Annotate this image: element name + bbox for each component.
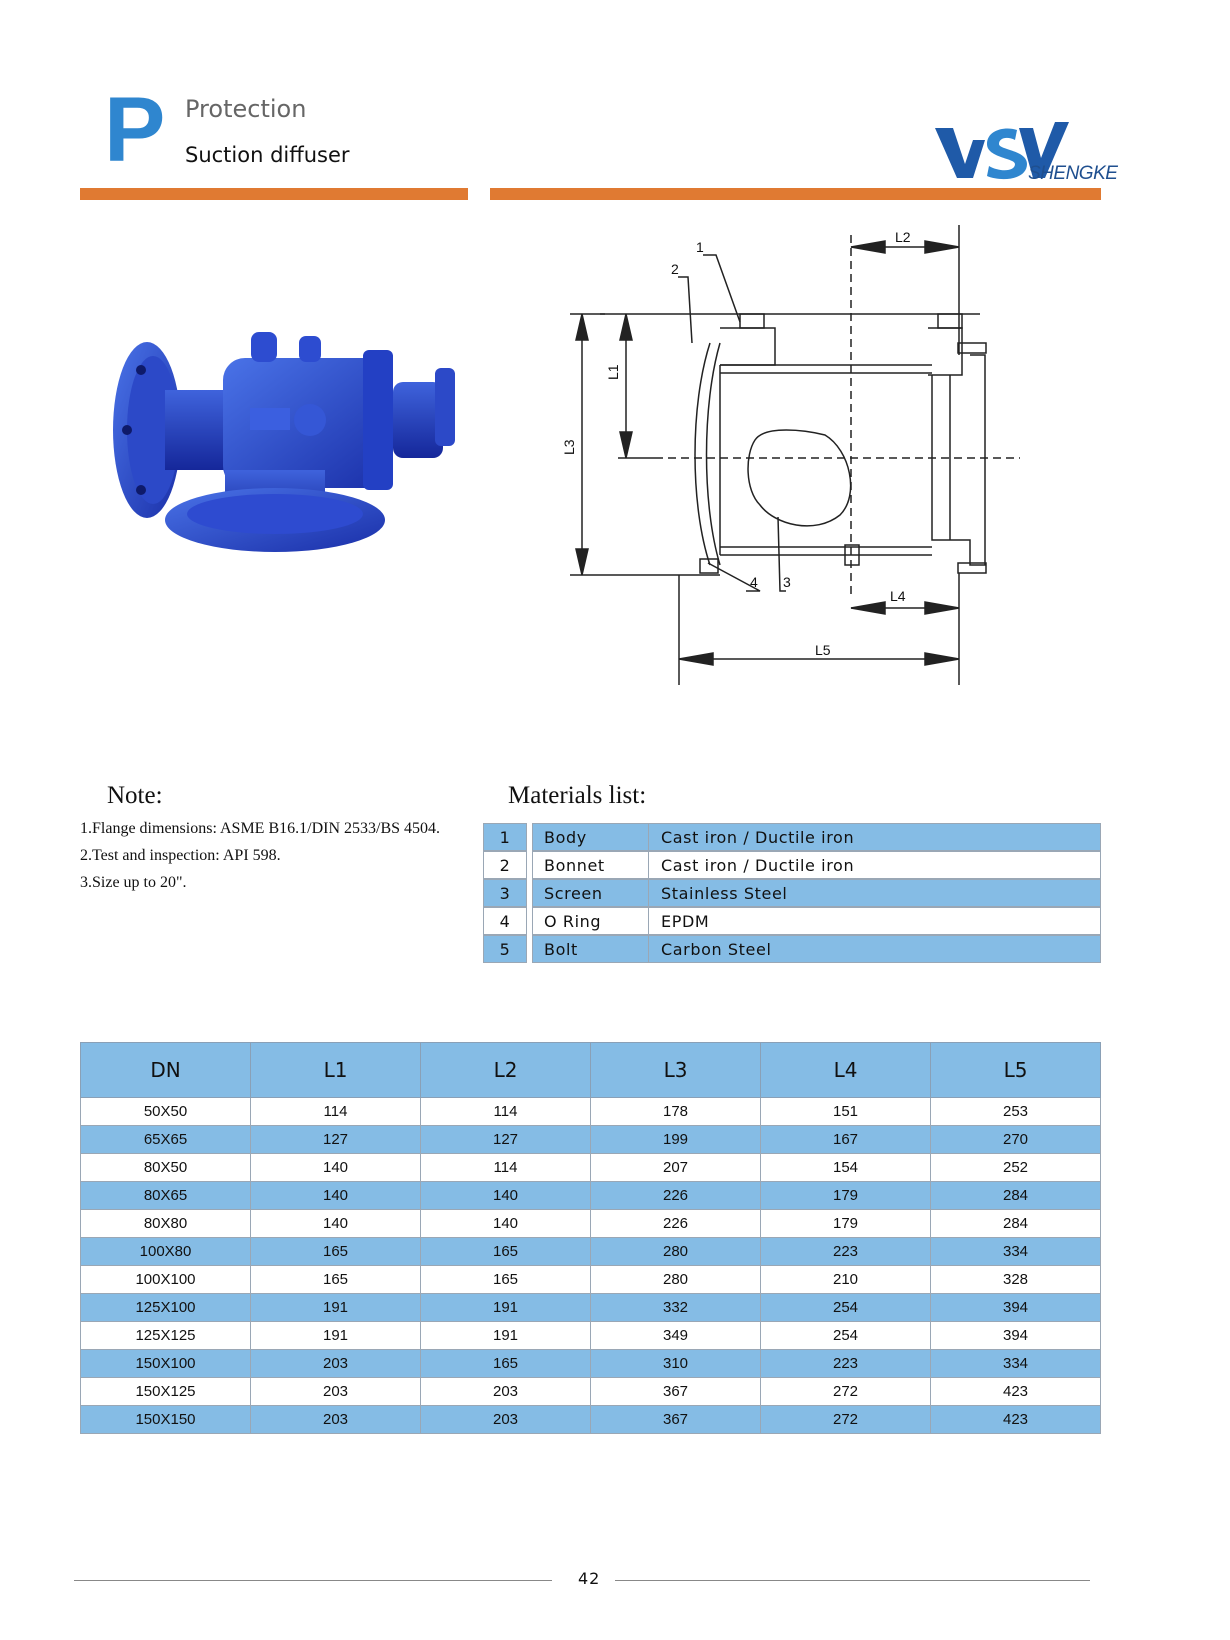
table-cell: 140	[251, 1182, 421, 1210]
table-row	[81, 1378, 1101, 1406]
label-L4: L4	[890, 588, 906, 604]
note-item-1: 1.Flange dimensions: ASME B16.1/DIN 2533/BS 4504.	[80, 820, 441, 837]
material-name: Carbon Steel	[648, 935, 1101, 963]
table-cell: 280	[591, 1238, 761, 1266]
table-row	[81, 1266, 1101, 1294]
table-cell: 423	[931, 1378, 1101, 1406]
materials-row	[483, 879, 1101, 907]
table-cell: 199	[591, 1126, 761, 1154]
table-cell: 328	[931, 1266, 1101, 1294]
table-cell: 191	[421, 1322, 591, 1350]
table-cell: 284	[931, 1210, 1101, 1238]
footer-line-right	[615, 1580, 1090, 1581]
header-l4: L4	[761, 1043, 931, 1098]
label-L5: L5	[815, 642, 831, 658]
table-cell: 80X80	[81, 1210, 251, 1238]
table-cell: 207	[591, 1154, 761, 1182]
table-cell: 127	[251, 1126, 421, 1154]
table-row	[81, 1210, 1101, 1238]
header-l5: L5	[931, 1043, 1101, 1098]
table-cell: 270	[931, 1126, 1101, 1154]
label-2: 2	[671, 261, 679, 277]
table-cell: 272	[761, 1406, 931, 1434]
material-number: 5	[483, 935, 527, 963]
materials-heading: Materials list:	[508, 782, 647, 809]
table-cell: 80X50	[81, 1154, 251, 1182]
dimensions-body	[81, 1098, 1101, 1434]
table-cell: 178	[591, 1098, 761, 1126]
dimensions-table	[80, 1042, 1101, 1434]
table-cell: 280	[591, 1266, 761, 1294]
table-cell: 165	[421, 1350, 591, 1378]
table-cell: 80X65	[81, 1182, 251, 1210]
note-item-2: 2.Test and inspection: API 598.	[80, 847, 281, 864]
table-cell: 254	[761, 1322, 931, 1350]
table-cell: 210	[761, 1266, 931, 1294]
material-part: Bonnet	[532, 851, 649, 879]
table-cell: 100X80	[81, 1238, 251, 1266]
table-cell: 100X100	[81, 1266, 251, 1294]
page-number: 42	[578, 1569, 601, 1588]
table-cell: 394	[931, 1322, 1101, 1350]
table-cell: 254	[761, 1294, 931, 1322]
material-number: 3	[483, 879, 527, 907]
brand-name: SHENGKE	[1028, 163, 1118, 184]
material-name: Cast iron / Ductile iron	[648, 851, 1101, 879]
header-divider-left	[80, 188, 468, 200]
table-cell: 223	[761, 1350, 931, 1378]
table-cell: 165	[251, 1238, 421, 1266]
table-cell: 423	[931, 1406, 1101, 1434]
note-item-3: 3.Size up to 20".	[80, 874, 187, 891]
table-cell: 127	[421, 1126, 591, 1154]
product-photo	[105, 320, 490, 580]
label-L2: L2	[895, 229, 911, 245]
table-cell: 114	[421, 1098, 591, 1126]
table-cell: 226	[591, 1210, 761, 1238]
material-part: Bolt	[532, 935, 649, 963]
material-name: EPDM	[648, 907, 1101, 935]
table-cell: 165	[421, 1238, 591, 1266]
table-cell: 165	[421, 1266, 591, 1294]
table-cell: 179	[761, 1182, 931, 1210]
label-L3: L3	[561, 439, 577, 455]
materials-row	[483, 823, 1101, 851]
table-cell: 272	[761, 1378, 931, 1406]
table-cell: 203	[251, 1406, 421, 1434]
materials-row	[483, 907, 1101, 935]
table-cell: 140	[421, 1182, 591, 1210]
table-cell: 150X100	[81, 1350, 251, 1378]
table-cell: 150X150	[81, 1406, 251, 1434]
table-cell: 394	[931, 1294, 1101, 1322]
category-title: Protection	[185, 95, 307, 123]
material-part: Screen	[532, 879, 649, 907]
material-number: 1	[483, 823, 527, 851]
table-cell: 349	[591, 1322, 761, 1350]
table-cell: 140	[251, 1154, 421, 1182]
table-cell: 284	[931, 1182, 1101, 1210]
footer-line-left	[74, 1580, 552, 1581]
dimensions-header-row	[81, 1043, 1101, 1098]
table-cell: 332	[591, 1294, 761, 1322]
table-cell: 203	[421, 1378, 591, 1406]
table-cell: 367	[591, 1378, 761, 1406]
table-cell: 154	[761, 1154, 931, 1182]
table-cell: 203	[251, 1350, 421, 1378]
header-divider-right	[490, 188, 1101, 200]
header-l3: L3	[591, 1043, 761, 1098]
material-part: O Ring	[532, 907, 649, 935]
material-name: Cast iron / Ductile iron	[648, 823, 1101, 851]
materials-row	[483, 935, 1101, 963]
table-cell: 334	[931, 1238, 1101, 1266]
note-heading: Note:	[107, 782, 163, 809]
header-l1: L1	[251, 1043, 421, 1098]
label-3: 3	[783, 574, 791, 590]
table-row	[81, 1350, 1101, 1378]
table-cell: 140	[421, 1210, 591, 1238]
table-cell: 165	[251, 1266, 421, 1294]
table-cell: 252	[931, 1154, 1101, 1182]
table-cell: 191	[251, 1294, 421, 1322]
dimension-drawing	[560, 225, 1020, 695]
table-cell: 179	[761, 1210, 931, 1238]
label-1: 1	[696, 239, 704, 255]
table-row	[81, 1294, 1101, 1322]
table-cell: 226	[591, 1182, 761, 1210]
header-l2: L2	[421, 1043, 591, 1098]
table-cell: 114	[251, 1098, 421, 1126]
table-cell: 65X65	[81, 1126, 251, 1154]
material-number: 4	[483, 907, 527, 935]
table-row	[81, 1238, 1101, 1266]
material-part: Body	[532, 823, 649, 851]
table-cell: 114	[421, 1154, 591, 1182]
table-row	[81, 1182, 1101, 1210]
table-cell: 191	[421, 1294, 591, 1322]
material-number: 2	[483, 851, 527, 879]
label-L1: L1	[605, 364, 621, 380]
table-cell: 50X50	[81, 1098, 251, 1126]
material-name: Stainless Steel	[648, 879, 1101, 907]
table-cell: 125X100	[81, 1294, 251, 1322]
product-title: Suction diffuser	[185, 143, 350, 167]
table-cell: 203	[421, 1406, 591, 1434]
table-cell: 310	[591, 1350, 761, 1378]
table-row	[81, 1406, 1101, 1434]
table-cell: 203	[251, 1378, 421, 1406]
table-row	[81, 1154, 1101, 1182]
table-cell: 367	[591, 1406, 761, 1434]
table-cell: 167	[761, 1126, 931, 1154]
table-cell: 223	[761, 1238, 931, 1266]
table-cell: 191	[251, 1322, 421, 1350]
table-cell: 334	[931, 1350, 1101, 1378]
table-row	[81, 1126, 1101, 1154]
table-row	[81, 1322, 1101, 1350]
table-cell: 150X125	[81, 1378, 251, 1406]
table-cell: 151	[761, 1098, 931, 1126]
label-4: 4	[750, 574, 758, 590]
table-row	[81, 1098, 1101, 1126]
materials-row	[483, 851, 1101, 879]
table-cell: 253	[931, 1098, 1101, 1126]
section-letter: P	[104, 79, 166, 181]
table-cell: 125X125	[81, 1322, 251, 1350]
table-cell: 140	[251, 1210, 421, 1238]
header-dn: DN	[81, 1043, 251, 1098]
